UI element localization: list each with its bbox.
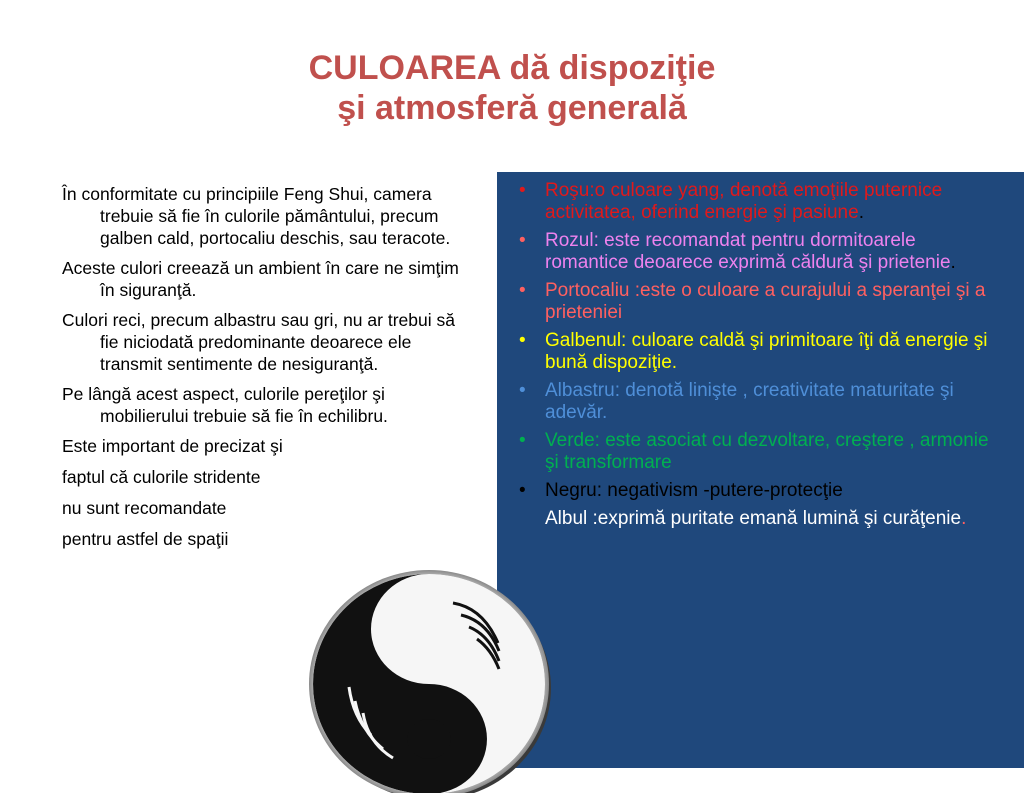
slide-title xyxy=(0,48,1024,128)
item-end: . xyxy=(961,508,967,529)
left-text-column xyxy=(62,183,472,559)
list-item-roz xyxy=(519,230,994,274)
list-item-alb xyxy=(519,508,994,530)
item-text: Galbenul: culoare caldă şi primitoare îţi dă energie şi bună dispoziţie. xyxy=(545,330,988,373)
list-item-verde xyxy=(519,430,994,474)
bullet: • xyxy=(519,230,526,251)
paragraph: Pe lângă acest aspect, culorile pereţilor şi mobilierului trebuie să fie în echilibru. xyxy=(62,384,388,426)
yin-yang-icon xyxy=(303,563,555,793)
item-text: Negru: negativism -putere-protecţie xyxy=(545,480,843,501)
bullet: • xyxy=(519,380,526,401)
bullet: • xyxy=(519,430,526,451)
bullet: • xyxy=(519,280,526,301)
title-line-1: CULOAREA dă dispoziţie xyxy=(308,49,716,87)
item-text: Roşu:o culoare yang, denotă emoţiile puternice activitatea, oferind energie şi pasiune xyxy=(545,180,943,223)
bullet: • xyxy=(519,480,526,501)
item-text: Albul :exprimă puritate emană lumină şi curăţenie xyxy=(545,508,962,529)
list-item-negru xyxy=(519,480,994,502)
item-end: . xyxy=(950,252,956,273)
list-item-galben xyxy=(519,330,994,374)
item-text: Rozul: este recomandat pentru dormitoarele romantice deoarece exprimă căldură şi prietenie xyxy=(545,230,951,273)
item-text: Verde: este asociat cu dezvoltare, creştere , armonie şi transformare xyxy=(545,430,989,473)
closing-line: Este important de precizat şi xyxy=(62,436,283,456)
paragraph: În conformitate cu principiile Feng Shui, camera trebuie să fie în culorile pământului, precum galben cald, portocaliu deschis, sau teracote. xyxy=(62,184,451,248)
list-item-portocaliu xyxy=(519,280,994,324)
list-item-rosu xyxy=(519,180,994,224)
item-text: Albastru: denotă linişte , creativitate maturitate şi adevăr. xyxy=(545,380,954,423)
item-end: . xyxy=(858,202,864,223)
closing-line: faptul că culorile stridente xyxy=(62,467,261,487)
closing-line: pentru astfel de spaţii xyxy=(62,529,229,549)
closing-line: nu sunt recomandate xyxy=(62,498,227,518)
paragraph: Culori reci, precum albastru sau gri, nu ar trebui să fie niciodată predominante deoarece ele transmit sentimente de nesiguranţă. xyxy=(62,310,455,374)
title-line-2: şi atmosferă generală xyxy=(337,89,687,127)
bullet: • xyxy=(519,180,526,201)
color-list xyxy=(497,172,1024,530)
item-text: Portocaliu :este o culoare a curajului a speranţei şi a prieteniei xyxy=(545,280,986,323)
list-item-albastru xyxy=(519,380,994,424)
color-meanings-panel xyxy=(497,172,1024,768)
paragraph: Aceste culori creează un ambient în care ne simţim în siguranţă. xyxy=(62,258,459,300)
bullet: • xyxy=(519,330,526,351)
